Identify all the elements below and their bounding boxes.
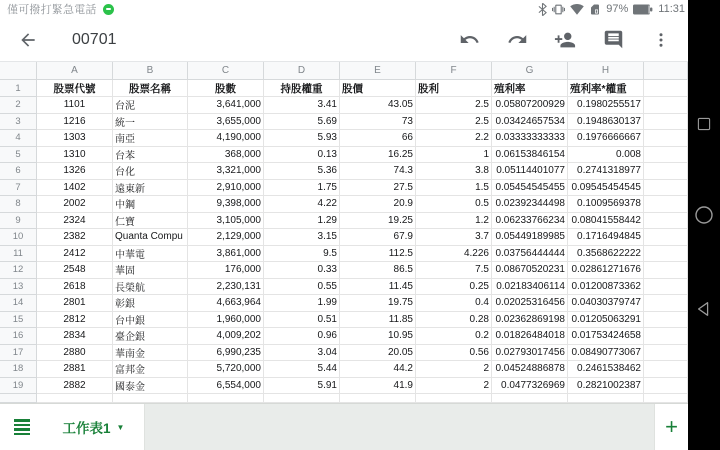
cell[interactable]: 1310 <box>37 147 113 164</box>
cell[interactable]: 20.05 <box>340 345 416 362</box>
cell[interactable]: 7.5 <box>416 262 492 279</box>
home-circle-icon <box>694 205 714 225</box>
cell[interactable] <box>644 80 688 97</box>
column-header-A[interactable]: A <box>37 62 113 80</box>
cell[interactable]: 殖利率*權重 <box>568 80 644 97</box>
cell[interactable]: 4,009,202 <box>188 328 264 345</box>
person-add-icon <box>554 29 576 51</box>
cell[interactable]: 43.05 <box>340 97 416 114</box>
cell[interactable]: 0.08490773067 <box>568 345 644 362</box>
cell[interactable]: 1.2 <box>416 213 492 230</box>
cell[interactable]: 16.25 <box>340 147 416 164</box>
table-row <box>0 328 688 345</box>
cell[interactable]: 0.02025316456 <box>492 295 568 312</box>
cell[interactable]: 3.41 <box>264 97 340 114</box>
cell[interactable]: 0.01205063291 <box>568 312 644 329</box>
cell[interactable]: 5.69 <box>264 114 340 131</box>
cell[interactable]: 368,000 <box>188 147 264 164</box>
table-row <box>0 180 688 197</box>
cell[interactable]: 1,960,000 <box>188 312 264 329</box>
cell[interactable]: 0.01826484018 <box>492 328 568 345</box>
column-header-B[interactable]: B <box>113 62 188 80</box>
table-row <box>0 229 688 246</box>
redo-button[interactable] <box>506 29 528 51</box>
undo-icon <box>459 29 480 50</box>
cell[interactable] <box>644 114 688 131</box>
cell[interactable]: 3.15 <box>264 229 340 246</box>
cell[interactable]: 1402 <box>37 180 113 197</box>
row-header-9[interactable]: 9 <box>0 213 37 230</box>
column-header-H[interactable]: H <box>568 62 644 80</box>
cell[interactable]: 2548 <box>37 262 113 279</box>
undo-button[interactable] <box>458 29 480 51</box>
column-header-F[interactable]: F <box>416 62 492 80</box>
add-sheet-button[interactable] <box>654 404 688 450</box>
column-header-G[interactable]: G <box>492 62 568 80</box>
cell[interactable]: 2812 <box>37 312 113 329</box>
cell[interactable]: 0.2741318977 <box>568 163 644 180</box>
clock: 11:31 <box>658 3 685 15</box>
cell[interactable] <box>644 147 688 164</box>
table-row <box>0 196 688 213</box>
cell[interactable]: 2 <box>416 361 492 378</box>
cell[interactable]: 27.5 <box>340 180 416 197</box>
cell[interactable]: 1.75 <box>264 180 340 197</box>
cell[interactable]: 股票代號 <box>37 80 113 97</box>
sheet-bar <box>0 403 688 450</box>
cell[interactable]: 2881 <box>37 361 113 378</box>
cell[interactable]: 6,554,000 <box>188 378 264 395</box>
cell[interactable]: 0.01200873362 <box>568 279 644 296</box>
arrow-back-icon <box>18 30 38 50</box>
cell[interactable] <box>644 262 688 279</box>
cell[interactable]: 0.0477326969 <box>492 378 568 395</box>
toolbar-actions <box>458 29 672 51</box>
hamburger-icon <box>14 419 30 435</box>
overflow-menu-button[interactable] <box>650 29 672 51</box>
cell[interactable]: 臺企銀 <box>113 328 188 345</box>
cell[interactable]: 4.226 <box>416 246 492 263</box>
table-row <box>0 97 688 114</box>
cell[interactable]: 0.2 <box>416 328 492 345</box>
cell[interactable]: 5,720,000 <box>188 361 264 378</box>
cell[interactable]: 9.5 <box>264 246 340 263</box>
cell[interactable]: 殖利率 <box>492 80 568 97</box>
cell[interactable]: 0.2461538462 <box>568 361 644 378</box>
row-header-12[interactable]: 12 <box>0 262 37 279</box>
cell[interactable]: 66 <box>340 130 416 147</box>
spreadsheet <box>0 62 688 404</box>
cell[interactable]: 2002 <box>37 196 113 213</box>
cell[interactable]: 2,129,000 <box>188 229 264 246</box>
cell[interactable]: 0.02183406114 <box>492 279 568 296</box>
row-header-4[interactable]: 4 <box>0 130 37 147</box>
cell[interactable]: 0.4 <box>416 295 492 312</box>
cell[interactable]: 華固 <box>113 262 188 279</box>
cell[interactable]: 5.36 <box>264 163 340 180</box>
cell[interactable] <box>644 213 688 230</box>
cell[interactable] <box>644 163 688 180</box>
cell[interactable]: 0.28 <box>416 312 492 329</box>
cell[interactable] <box>644 279 688 296</box>
cell[interactable]: 0.33 <box>264 262 340 279</box>
cell[interactable]: 1.5 <box>416 180 492 197</box>
cell[interactable]: 0.08670520231 <box>492 262 568 279</box>
row-header-3[interactable]: 3 <box>0 114 37 131</box>
cell[interactable]: 9,398,000 <box>188 196 264 213</box>
table-row <box>0 147 688 164</box>
cell[interactable]: 6,990,235 <box>188 345 264 362</box>
cell[interactable]: 長榮航 <box>113 279 188 296</box>
cell[interactable]: 0.01753424658 <box>568 328 644 345</box>
table-row <box>0 130 688 147</box>
sim-card-icon <box>589 3 601 16</box>
cell[interactable]: 2324 <box>37 213 113 230</box>
column-header-E[interactable]: E <box>340 62 416 80</box>
home-button[interactable] <box>688 205 720 225</box>
cell[interactable] <box>644 196 688 213</box>
cell[interactable] <box>644 361 688 378</box>
row-header-6[interactable]: 6 <box>0 163 37 180</box>
cell[interactable] <box>644 229 688 246</box>
cell[interactable]: 0.1980255517 <box>568 97 644 114</box>
cell[interactable]: 遠東新 <box>113 180 188 197</box>
cell[interactable]: 0.05807200929 <box>492 97 568 114</box>
row-header-next[interactable] <box>0 394 37 403</box>
cell[interactable]: 1326 <box>37 163 113 180</box>
cell[interactable]: 44.2 <box>340 361 416 378</box>
wifi-icon <box>570 4 584 15</box>
cell[interactable]: 1 <box>416 147 492 164</box>
cell[interactable]: 5.44 <box>264 361 340 378</box>
cell[interactable] <box>644 345 688 362</box>
cell[interactable]: 1216 <box>37 114 113 131</box>
recents-square-icon <box>696 116 712 132</box>
cell[interactable]: 3.8 <box>416 163 492 180</box>
cell[interactable] <box>492 394 568 403</box>
cell[interactable]: 19.75 <box>340 295 416 312</box>
cell[interactable]: 0.08041558442 <box>568 213 644 230</box>
cell[interactable] <box>644 246 688 263</box>
row-header-7[interactable]: 7 <box>0 180 37 197</box>
cell[interactable]: 1101 <box>37 97 113 114</box>
cell[interactable]: 台苯 <box>113 147 188 164</box>
cell[interactable]: 0.02793017456 <box>492 345 568 362</box>
cell[interactable]: 0.02362869198 <box>492 312 568 329</box>
cell[interactable]: 1.99 <box>264 295 340 312</box>
recents-button[interactable] <box>688 116 720 132</box>
row-header-13[interactable]: 13 <box>0 279 37 296</box>
row-header-11[interactable]: 11 <box>0 246 37 263</box>
battery-icon <box>633 4 653 15</box>
cell[interactable]: 股利 <box>416 80 492 97</box>
column-header-D[interactable]: D <box>264 62 340 80</box>
cell[interactable]: 0.56 <box>416 345 492 362</box>
cell[interactable]: 南亞 <box>113 130 188 147</box>
cell[interactable]: 20.9 <box>340 196 416 213</box>
cell[interactable]: 仁寶 <box>113 213 188 230</box>
battery-percent: 97% <box>606 3 629 15</box>
cell[interactable]: 2,910,000 <box>188 180 264 197</box>
cell[interactable]: 2 <box>416 378 492 395</box>
cell[interactable]: Quanta Compu <box>113 229 188 246</box>
cell[interactable]: 股價 <box>340 80 416 97</box>
cell[interactable]: 0.05114401077 <box>492 163 568 180</box>
share-button[interactable] <box>554 29 576 51</box>
cell[interactable]: 統一 <box>113 114 188 131</box>
table-row <box>0 361 688 378</box>
cell[interactable]: 3.04 <box>264 345 340 362</box>
sheets-menu-button[interactable] <box>0 404 43 450</box>
cell[interactable]: 0.06153846154 <box>492 147 568 164</box>
comment-icon <box>603 29 624 50</box>
cell[interactable]: 0.05449189985 <box>492 229 568 246</box>
cell[interactable]: 0.03756444444 <box>492 246 568 263</box>
sheet-tab[interactable] <box>43 404 145 450</box>
back-button[interactable] <box>16 28 40 52</box>
cell[interactable]: 0.008 <box>568 147 644 164</box>
cell[interactable]: 0.04030379747 <box>568 295 644 312</box>
cell[interactable]: 持股權重 <box>264 80 340 97</box>
cell[interactable]: 0.02392344498 <box>492 196 568 213</box>
carrier-text: 僅可撥打緊急電話 <box>7 4 97 16</box>
cell[interactable] <box>188 394 264 403</box>
cell[interactable]: 0.5 <box>416 196 492 213</box>
select-all-corner[interactable] <box>0 62 37 80</box>
table-row <box>0 213 688 230</box>
cell[interactable] <box>644 312 688 329</box>
cell[interactable]: 中華電 <box>113 246 188 263</box>
column-header-C[interactable]: C <box>188 62 264 80</box>
cell[interactable]: 3,105,000 <box>188 213 264 230</box>
cell[interactable]: 2834 <box>37 328 113 345</box>
row-header-16[interactable]: 16 <box>0 328 37 345</box>
cell[interactable]: 4,663,964 <box>188 295 264 312</box>
cell[interactable]: 2.5 <box>416 97 492 114</box>
cell[interactable]: 台化 <box>113 163 188 180</box>
back-triangle-icon <box>695 300 713 318</box>
cell[interactable]: 19.25 <box>340 213 416 230</box>
cell[interactable]: 0.09545454545 <box>568 180 644 197</box>
cell[interactable]: 0.25 <box>416 279 492 296</box>
table-row <box>0 345 688 362</box>
row-header-8[interactable]: 8 <box>0 196 37 213</box>
cell[interactable]: 86.5 <box>340 262 416 279</box>
cell[interactable]: 2412 <box>37 246 113 263</box>
cell[interactable]: 彰銀 <box>113 295 188 312</box>
cell[interactable]: 41.9 <box>340 378 416 395</box>
table-row <box>0 279 688 296</box>
table-row <box>0 114 688 131</box>
cell[interactable]: 11.45 <box>340 279 416 296</box>
comment-button[interactable] <box>602 29 624 51</box>
cell[interactable]: 股票名稱 <box>113 80 188 97</box>
cell[interactable]: 0.03333333333 <box>492 130 568 147</box>
cell[interactable]: 台中銀 <box>113 312 188 329</box>
cell[interactable] <box>340 394 416 403</box>
sheet-tab-label: 工作表1 <box>62 421 111 436</box>
cell[interactable]: 3.7 <box>416 229 492 246</box>
cell[interactable] <box>644 295 688 312</box>
cell[interactable]: 0.05454545455 <box>492 180 568 197</box>
cell[interactable]: 4.22 <box>264 196 340 213</box>
cell[interactable] <box>113 394 188 403</box>
cell[interactable]: 3,861,000 <box>188 246 264 263</box>
cell[interactable]: 2.5 <box>416 114 492 131</box>
cell[interactable]: 67.9 <box>340 229 416 246</box>
table-row <box>0 262 688 279</box>
table-row <box>0 163 688 180</box>
cell[interactable]: 3,321,000 <box>188 163 264 180</box>
cell[interactable]: 富邦金 <box>113 361 188 378</box>
cell[interactable]: 11.85 <box>340 312 416 329</box>
table-row <box>0 80 688 97</box>
cell[interactable]: 73 <box>340 114 416 131</box>
cell[interactable]: 2618 <box>37 279 113 296</box>
cell[interactable] <box>416 394 492 403</box>
cell[interactable]: 74.3 <box>340 163 416 180</box>
cell[interactable]: 0.55 <box>264 279 340 296</box>
cell[interactable]: 1.29 <box>264 213 340 230</box>
cell[interactable]: 0.1716494845 <box>568 229 644 246</box>
cell[interactable] <box>644 328 688 345</box>
cell[interactable]: 0.1009569378 <box>568 196 644 213</box>
status-icons <box>538 3 688 16</box>
table-row <box>0 394 688 403</box>
row-header-19[interactable]: 19 <box>0 378 37 395</box>
cell[interactable]: 2882 <box>37 378 113 395</box>
cell[interactable]: 3,655,000 <box>188 114 264 131</box>
cell[interactable] <box>264 394 340 403</box>
row-header-10[interactable]: 10 <box>0 229 37 246</box>
cell[interactable]: 0.06233766234 <box>492 213 568 230</box>
cell[interactable]: 112.5 <box>340 246 416 263</box>
back-nav-button[interactable] <box>688 300 720 318</box>
cell[interactable]: 0.02861271676 <box>568 262 644 279</box>
row-header-5[interactable]: 5 <box>0 147 37 164</box>
cell[interactable]: 0.03424657534 <box>492 114 568 131</box>
cell[interactable]: 2.2 <box>416 130 492 147</box>
cell[interactable]: 0.3568622222 <box>568 246 644 263</box>
cell[interactable]: 5.93 <box>264 130 340 147</box>
status-bar <box>0 0 688 18</box>
plus-icon: + <box>665 414 678 439</box>
cell[interactable]: 0.13 <box>264 147 340 164</box>
cell[interactable] <box>644 378 688 395</box>
column-letters-row <box>0 62 688 80</box>
cell[interactable] <box>644 130 688 147</box>
vibrate-icon <box>552 3 565 16</box>
more-vert-icon <box>652 31 670 49</box>
table-row <box>0 378 688 395</box>
cell[interactable]: 2,230,131 <box>188 279 264 296</box>
row-header-1[interactable]: 1 <box>0 80 37 97</box>
bluetooth-icon <box>538 3 547 16</box>
column-header-filler <box>644 62 688 80</box>
cell[interactable]: 4,190,000 <box>188 130 264 147</box>
toolbar <box>0 18 688 62</box>
row-header-17[interactable]: 17 <box>0 345 37 362</box>
cell[interactable]: 2801 <box>37 295 113 312</box>
cell[interactable]: 0.1976666667 <box>568 130 644 147</box>
document-title[interactable]: 00701 <box>72 30 117 48</box>
android-nav-bar <box>688 0 720 450</box>
cell[interactable]: 0.51 <box>264 312 340 329</box>
row-header-2[interactable]: 2 <box>0 97 37 114</box>
cell[interactable]: 176,000 <box>188 262 264 279</box>
cell[interactable]: 0.04524886878 <box>492 361 568 378</box>
notification-badge-icon <box>103 4 114 15</box>
table-row <box>0 246 688 263</box>
cell[interactable]: 0.96 <box>264 328 340 345</box>
cell[interactable] <box>37 394 113 403</box>
cell[interactable]: 國泰金 <box>113 378 188 395</box>
cell[interactable]: 0.1948630137 <box>568 114 644 131</box>
cell[interactable]: 2382 <box>37 229 113 246</box>
cell[interactable]: 股數 <box>188 80 264 97</box>
cell[interactable]: 1303 <box>37 130 113 147</box>
table-row <box>0 312 688 329</box>
cell[interactable]: 華南金 <box>113 345 188 362</box>
chevron-down-icon: ▼ <box>116 422 125 432</box>
cell[interactable]: 10.95 <box>340 328 416 345</box>
cell[interactable]: 5.91 <box>264 378 340 395</box>
cell[interactable]: 0.2821002387 <box>568 378 644 395</box>
cell[interactable] <box>644 394 688 403</box>
table-row <box>0 295 688 312</box>
row-header-15[interactable]: 15 <box>0 312 37 329</box>
row-header-14[interactable]: 14 <box>0 295 37 312</box>
cell[interactable]: 台泥 <box>113 97 188 114</box>
cell[interactable]: 2880 <box>37 345 113 362</box>
redo-icon <box>507 29 528 50</box>
cell[interactable] <box>568 394 644 403</box>
cell[interactable]: 3,641,000 <box>188 97 264 114</box>
cell[interactable]: 中鋼 <box>113 196 188 213</box>
cell[interactable] <box>644 180 688 197</box>
row-header-18[interactable]: 18 <box>0 361 37 378</box>
cell[interactable] <box>644 97 688 114</box>
